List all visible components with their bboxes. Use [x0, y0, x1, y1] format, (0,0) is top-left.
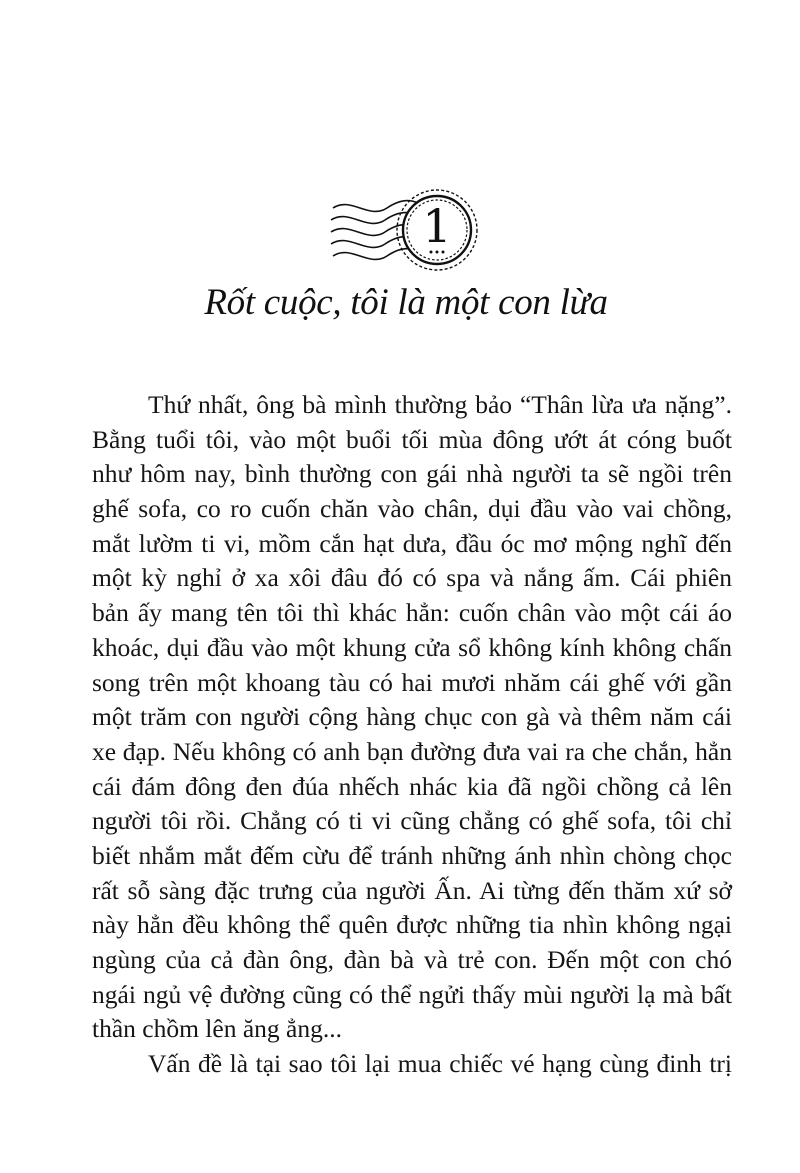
- text-line: cái đám đông đen đúa nhếch nhác kia đã ngồi chồng cả lên: [92, 771, 732, 801]
- text-line: một kỳ nghỉ ở xa xôi đâu đó có spa và nắng ấm. Cái phiên: [92, 563, 732, 593]
- text-line: ngùng của cả đàn ông, đàn bà và trẻ con. Đến một con chó: [92, 945, 732, 974]
- text-line: rất sỗ sàng đặc trưng của người Ấn. Ai từng đến thăm xứ sở: [92, 875, 732, 905]
- text-line: song trên một khoang tàu có hai mươi nhăm cái ghế với gần: [92, 667, 732, 697]
- text-line: Bằng tuổi tôi, vào một buổi tối mùa đông ướt át cóng buốt: [92, 424, 732, 454]
- text-line: khoác, dụi đầu vào một khung cửa sổ không kính không chấn: [92, 632, 732, 662]
- text-line: như hôm nay, bình thường con gái nhà người ta sẽ ngồi trên: [92, 459, 732, 489]
- chapter-number: 1: [422, 199, 452, 253]
- text-line: một trăm con người cộng hàng chục con gà và thêm năm cái: [92, 702, 732, 732]
- text-line: Vấn đề là tại sao tôi lại mua chiếc vé hạng cùng đinh trị: [148, 1049, 732, 1079]
- text-line: bản ấy mang tên tôi thì khác hẳn: cuốn chân vào một cái áo: [92, 598, 732, 628]
- text-line: này hẳn đều không thể quên được những tia nhìn không ngại: [92, 910, 732, 940]
- chapter-body: [92, 388, 732, 1082]
- text-line: ngái ngủ vệ đường cũng có thể ngửi thấy mùi người lạ mà bất: [92, 979, 732, 1009]
- text-line: người tôi rồi. Chẳng có ti vi cũng chẳng có ghế sofa, tôi chỉ: [92, 806, 732, 836]
- text-line: mắt lườm ti vi, mồm cắn hạt dưa, đầu óc mơ mộng nghĩ đến: [92, 528, 732, 558]
- chapter-title: Rốt cuộc, tôi là một con lừa: [204, 282, 608, 323]
- text-line: xe đạp. Nếu không có anh bạn đường đưa vai ra che chắn, hẳn: [92, 736, 732, 766]
- text-line: biết nhắm mắt đếm cừu để tránh những ánh nhìn chòng chọc: [92, 840, 732, 870]
- text-line: thần chồm lên ăng ẳng...: [92, 1014, 342, 1044]
- text-line: Thứ nhất, ông bà mình thường bảo “Thân lừa ưa nặng”.: [148, 390, 732, 419]
- text-line: ghế sofa, co ro cuốn chăn vào chân, dụi đầu vào vai chồng,: [92, 494, 732, 524]
